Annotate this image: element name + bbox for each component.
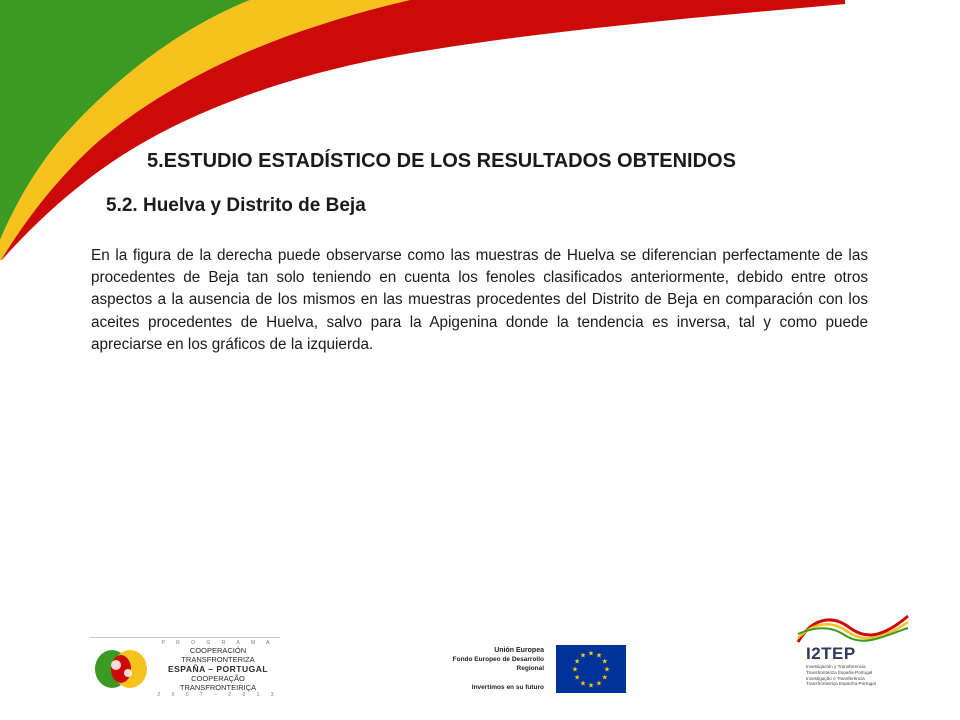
slide-body-paragraph: En la figura de la derecha puede observarse como las muestras de Huelva se diferencian perfectamente de las procedentes de Beja tan solo teniendo en cuenta los fenoles clasificados anteriormente, debido entre otros aspectos a la ausencia de los mismos en las muestras procedentes del Distrito de Beja en comparación con los aceites procedentes de Huelva, salvo para la Apigenina donde la tendencia es inversa, tal y como puede apreciarse en los gráficos de la izquierda. xyxy=(91,247,868,353)
eu-line3: Regional xyxy=(516,665,544,672)
i2tep-brand-name: I2TEP xyxy=(806,644,856,663)
svg-text:★: ★ xyxy=(601,673,608,682)
i2tep-line2: Transfronteriza España-Portugal xyxy=(806,669,873,675)
poctep-emblem-icon xyxy=(92,645,152,691)
slide-title: 5.ESTUDIO ESTADÍSTICO DE LOS RESULTADOS OBTENIDOS xyxy=(147,150,736,172)
poctep-logo xyxy=(90,635,280,698)
eu-feder-logo xyxy=(440,641,630,695)
svg-text:★: ★ xyxy=(595,651,603,660)
poctep-text-block xyxy=(156,640,280,698)
i2tep-line1: Investigación y Transferencia xyxy=(806,664,866,669)
svg-text:★: ★ xyxy=(579,679,587,688)
poctep-line1: COOPERACIÓN TRANSFRONTERIZA xyxy=(181,646,255,664)
eu-slogan: Invertimos en su futuro xyxy=(471,684,544,691)
svg-text:★: ★ xyxy=(574,657,581,666)
i2tep-line3: Investigação e Transferência xyxy=(806,675,865,681)
poctep-years-label: 2 0 0 7 – 2 0 1 3 xyxy=(157,692,279,698)
poctep-program-label: P R O G R A M A xyxy=(161,640,275,646)
svg-text:★: ★ xyxy=(587,681,595,690)
i2tep-text-block xyxy=(806,664,912,687)
poctep-line2: ESPAÑA – PORTUGAL xyxy=(167,664,269,674)
svg-text:★: ★ xyxy=(587,649,595,658)
eu-flag-icon xyxy=(556,645,626,693)
eu-line1: Unión Europea xyxy=(494,647,544,654)
svg-text:★: ★ xyxy=(579,651,587,660)
corner-swoosh-decoration xyxy=(0,0,960,260)
i2tep-logo xyxy=(792,608,914,694)
i2tep-wave-icon xyxy=(792,608,914,648)
svg-text:★: ★ xyxy=(603,665,611,674)
svg-text:★: ★ xyxy=(571,665,579,674)
slide-subtitle: 5.2. Huelva y Distrito de Beja xyxy=(106,195,366,216)
svg-text:★: ★ xyxy=(601,657,608,666)
svg-text:★: ★ xyxy=(595,679,603,688)
poctep-line3: COOPERAÇÃO TRANSFRONTEIRIÇA xyxy=(179,674,257,692)
i2tep-line4: Transfronteiriça Espanha-Portugal xyxy=(806,681,876,687)
svg-text:★: ★ xyxy=(574,673,581,682)
eu-text-block xyxy=(453,646,544,692)
poctep-rule xyxy=(90,637,280,638)
eu-line2: Fondo Europeo de Desarrollo xyxy=(452,656,544,663)
